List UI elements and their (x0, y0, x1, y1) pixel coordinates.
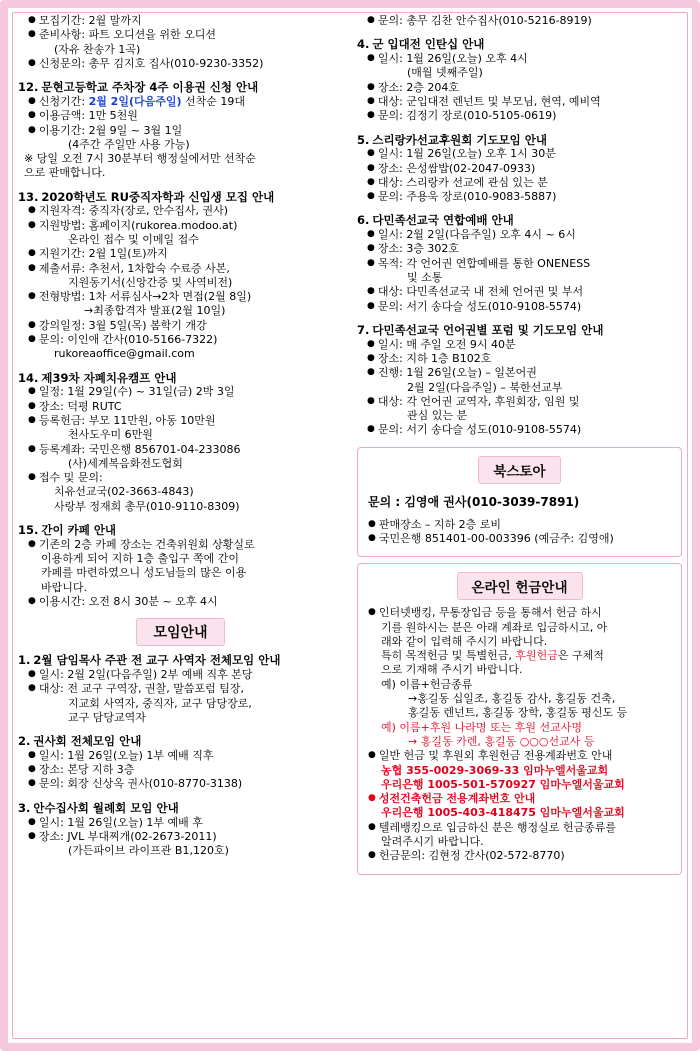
sub-line: 특히 목적헌금 및 특별헌금, 후원헌금은 구체적 (381, 649, 604, 663)
line-text: 이용기간: 2월 9일 ~ 3월 1일 (38, 123, 183, 137)
line-text: 등록계좌: 국민은행 856701-04-233086 (38, 442, 241, 456)
notice-title (18, 371, 343, 386)
sub-line: 바랍니다. (41, 580, 88, 594)
line-text: 일반 헌금 및 후원외 후원헌금 전용계좌번호 안내 (378, 749, 613, 763)
sub-line: →최종합격자 발표(2월 10일) (84, 304, 226, 318)
notice-section (18, 523, 343, 609)
line-text: 헌금문의: 김현정 간사(02-572-8770) (378, 849, 565, 863)
notice-body (18, 816, 343, 859)
bullet-icon: ● (28, 110, 36, 121)
notice-number: 14. (18, 370, 39, 385)
line-text: 일시: 1월 26일(오늘) 오후 1시 30분 (377, 147, 556, 161)
notice-section (357, 213, 682, 314)
line-text: 장소: 2층 204호 (377, 80, 460, 94)
bullet-icon: ● (367, 229, 375, 240)
line-text: 지원기간: 2월 1일(토)까지 (38, 247, 168, 261)
sub-line: 천사도우미 6만원 (68, 428, 153, 442)
line-text: 문의: 서기 송다슬 성도(010-9108-5574) (377, 423, 582, 437)
line-text: 이용시간: 오전 8시 30분 ~ 오후 4시 (38, 594, 218, 608)
sub-line: 예) 이름+헌금종류 (381, 677, 473, 691)
line-text: 장소: 덕평 RUTC (38, 399, 122, 413)
notice-section (18, 653, 343, 725)
line-text: 신청문의: 총무 김지호 집사(010-9230-3352) (38, 56, 264, 70)
bullet-icon: ● (367, 352, 375, 363)
notice-title-text: 2월 담임목사 주관 전 교구 사역자 전체모임 안내 (33, 653, 281, 668)
notice-title-text: 권사회 전체모임 안내 (33, 734, 142, 749)
bullet-icon: ● (28, 205, 36, 216)
sub-line: (자유 찬송가 1곡) (54, 42, 141, 56)
notice-body (18, 204, 343, 361)
notice-body (18, 95, 343, 152)
notice-number: 5. (357, 132, 370, 147)
bullet-line (367, 52, 682, 66)
line-text: 접수 및 문의: (38, 471, 103, 485)
notice-title-text: 2020학년도 RU중직자학과 신입생 모집 안내 (41, 189, 275, 204)
notice-title-text: 다민족선교국 연합예배 안내 (372, 213, 514, 228)
sub-line: 알려주시기 바랍니다. (381, 835, 484, 849)
left-column (18, 14, 343, 1037)
sub-line: 으로 기재해 주시기 바랍니다. (381, 663, 523, 677)
bullet-icon: ● (28, 291, 36, 302)
sub-line: 사랑부 정재희 총무(010-9110-8309) (54, 499, 240, 513)
bullet-line (28, 14, 343, 28)
sub-line: 우리은행 1005-501-570927 임마누엘서울교회 (381, 777, 625, 791)
notice-section (357, 37, 682, 123)
notice-number: 2. (18, 734, 31, 749)
line-text: 장소: 3층 302호 (377, 242, 460, 256)
bullet-line (368, 821, 671, 835)
line-text: 진행: 1월 26일(오늘) – 일본어권 (377, 366, 537, 380)
sub-line: 기를 원하시는 분은 아래 계좌로 입금하시고, 아 (381, 620, 608, 634)
bullet-icon: ● (367, 367, 375, 378)
bullet-icon: ● (28, 57, 36, 68)
bullet-icon: ● (367, 424, 375, 435)
bullet-line (28, 319, 343, 333)
sub-line: (4주간 주일만 사용 가능) (68, 137, 190, 151)
line-text: 문의: 김정기 장로(010-5105-0619) (377, 109, 557, 123)
bullet-icon: ● (28, 124, 36, 135)
sub-line: 관심 있는 분 (407, 409, 468, 423)
bullet-icon: ● (28, 334, 36, 345)
notice-title (357, 213, 682, 228)
bullet-icon: ● (367, 53, 375, 64)
bullet-icon: ● (368, 793, 376, 804)
notice-number: 12. (18, 80, 39, 95)
notice-title-text: 스리랑카선교후원회 기도모임 안내 (372, 132, 548, 147)
notice-title (357, 323, 682, 338)
sub-line: 이용하게 되어 지하 1층 출입구 쪽에 간이 (41, 552, 239, 566)
meeting-header-label: 모임안내 (136, 618, 224, 646)
notice-body (357, 147, 682, 204)
notice-body (18, 385, 343, 514)
bullet-icon: ● (28, 414, 36, 425)
online-offering-header-label: 온라인 헌금안내 (457, 572, 583, 600)
bullet-line (367, 423, 682, 437)
bullet-line (367, 395, 682, 409)
online-offering-card (357, 563, 682, 874)
line-text: 신청기간: 2월 2일(다음주일) 선착순 19대 (38, 94, 246, 108)
notice-section (18, 80, 343, 181)
line-text: 일시: 1월 26일(오늘) 1부 예배 직후 (38, 748, 214, 762)
notice-title-text: 간이 카페 안내 (41, 523, 117, 538)
meeting-section-header (18, 618, 343, 646)
line-text: 장소: 은성쌈밥(02-2047-0933) (377, 161, 536, 175)
line-text: 준비사항: 파트 오디션을 위한 오디션 (38, 28, 216, 42)
line-text: 대상: 스리랑카 선교에 관심 있는 분 (377, 175, 548, 189)
notice-section (18, 371, 343, 514)
bullet-icon: ● (28, 319, 36, 330)
bullet-icon: ● (367, 286, 375, 297)
bullet-line (368, 849, 671, 863)
notice-section (18, 190, 343, 362)
notice-number: 7. (357, 322, 370, 337)
line-text: 대상: 각 언어권 교역자, 후원회장, 임원 및 (377, 394, 580, 408)
bullet-line (368, 606, 671, 620)
bullet-line (28, 400, 343, 414)
line-text: 문의: 이인애 간사(010-5166-7322) (38, 333, 218, 347)
notice-footnote: ※ 당일 오전 7시 30분부터 행정실에서만 선착순 (24, 152, 256, 166)
bullet-line (28, 95, 343, 109)
sub-line: 및 소통 (407, 271, 443, 285)
sub-line: 지교회 사역자, 중직자, 교구 담당장로, (68, 696, 252, 710)
notice-body (18, 668, 343, 725)
notice-section (357, 323, 682, 438)
line-text: 판매장소 – 지하 2층 로비 (378, 517, 501, 531)
sub-line: (가든파이브 라이프관 B1,120호) (68, 844, 229, 858)
left-top-continued-items (18, 14, 343, 71)
bullet-line (367, 300, 682, 314)
bullet-icon: ● (28, 29, 36, 40)
sub-line: → 홍길동 카렌, 홍길동 ○○○선교사 등 (408, 734, 595, 748)
bullet-icon: ● (368, 607, 376, 618)
bullet-icon: ● (367, 148, 375, 159)
bullet-line (367, 109, 682, 123)
notice-title (18, 523, 343, 538)
sub-line: 교구 담당교역자 (68, 710, 146, 724)
bullet-icon: ● (28, 386, 36, 397)
line-text: 문의: 총무 김찬 안수집사(010-5216-8919) (377, 14, 592, 27)
bullet-icon: ● (28, 830, 36, 841)
notice-body (357, 52, 682, 123)
bullet-icon: ● (367, 300, 375, 311)
bookstore-header (368, 456, 671, 484)
bullet-line (367, 228, 682, 242)
notice-footnote: 으로 판매합니다. (24, 166, 106, 180)
bullet-icon: ● (367, 191, 375, 202)
line-text: 등록헌금: 부모 11만원, 아동 10만원 (38, 413, 216, 427)
bullet-line (367, 190, 682, 204)
bullet-line (368, 792, 671, 806)
line-text: 일시: 2월 2일(다음주일) 2부 예배 직후 본당 (38, 667, 253, 681)
bullet-icon: ● (28, 262, 36, 273)
bullet-line (28, 262, 343, 276)
notice-body (18, 749, 343, 792)
highlight-date: 2월 2일(다음주일) (88, 94, 182, 108)
notice-title-text: 문현고등학교 주차장 4주 이용권 신청 안내 (41, 80, 259, 95)
line-text: 일시: 1월 26일(오늘) 1부 예배 후 (38, 815, 203, 829)
notice-section (357, 133, 682, 205)
line-text: 문의: 회장 신상옥 권사(010-8770-3138) (38, 777, 243, 791)
bullet-line (367, 162, 682, 176)
bullet-icon: ● (28, 816, 36, 827)
line-text: 대상: 군입대전 렌넌트 및 부모님, 현역, 예비역 (377, 94, 601, 108)
bullet-icon: ● (368, 518, 376, 529)
sub-line: →홍길동 십일조, 홍길동 감사, 홍길동 건축, (408, 692, 616, 706)
sub-line: 농협 355-0029-3069-33 임마누엘서울교회 (381, 763, 609, 777)
bullet-line (367, 352, 682, 366)
sub-line: (매월 넷째주일) (407, 66, 483, 80)
line-text: 문의: 서기 송다슬 성도(010-9108-5574) (377, 299, 582, 313)
line-text: 국민은행 851401-00-003396 (예금주: 김영애) (378, 532, 614, 545)
bullet-icon: ● (368, 750, 376, 761)
online-offering-header (368, 572, 671, 600)
line-text: 목적: 각 언어권 연합예배를 통한 ONENESS (377, 256, 591, 270)
sub-line: 치유선교국(02-3663-4843) (54, 485, 194, 499)
bullet-icon: ● (28, 95, 36, 106)
bullet-line (28, 333, 343, 347)
bullet-icon: ● (367, 243, 375, 254)
bullet-icon: ● (367, 338, 375, 349)
bullet-line (367, 95, 682, 109)
line-text: 장소: JVL 부대찌개(02-2673-2011) (38, 829, 217, 843)
notice-number: 3. (18, 800, 31, 815)
bullet-line (28, 763, 343, 777)
notice-number: 4. (357, 37, 370, 52)
bullet-line (367, 14, 682, 28)
notice-title-text: 다민족선교국 언어권별 포럼 및 기도모임 안내 (372, 322, 604, 337)
bullet-line (28, 124, 343, 138)
line-text: 지원자격: 중직자(장로, 안수집사, 권사) (38, 204, 229, 218)
bookstore-card (357, 447, 682, 558)
bullet-line (367, 285, 682, 299)
highlight-term: 후원헌금 (515, 649, 558, 663)
line-text: 제출서류: 추천서, 1차합숙 수료증 사본, (38, 261, 230, 275)
bullet-line (367, 257, 682, 271)
notice-title (18, 734, 343, 749)
sub-line: 2월 2일(다음주일) – 북한선교부 (407, 380, 563, 394)
notice-title (357, 37, 682, 52)
line-text: 일시: 1월 26일(오늘) 오후 4시 (377, 52, 528, 66)
bullet-line (367, 176, 682, 190)
bookstore-header-label: 북스토아 (478, 456, 560, 484)
sub-line: 온라인 접수 및 이메일 접수 (68, 233, 199, 246)
line-text: 지원방법: 홈페이지(rukorea.modoo.at) (38, 218, 238, 232)
line-text: 이용금액: 1만 5천원 (38, 109, 138, 123)
line-text: 일시: 매 주일 오전 9시 40분 (377, 337, 516, 351)
sub-line: (사)세계복음화전도협회 (68, 456, 183, 470)
line-text: 일정: 1월 29일(수) ~ 31일(금) 2박 3일 (38, 385, 235, 399)
bulletin-page (18, 14, 682, 1037)
line-text: 대상: 전 교구 구역장, 권찰, 말씀포럼 팀장, (38, 682, 245, 696)
line-text: 인터넷뱅킹, 무통장입금 등을 통해서 헌금 하시 (378, 606, 602, 620)
notice-title-text: 제39차 자폐치유캠프 안내 (41, 370, 177, 385)
bullet-icon: ● (28, 749, 36, 760)
notice-section (18, 801, 343, 859)
notice-section (18, 734, 343, 792)
line-text: 전형방법: 1차 서류심사→2차 면접(2월 8일) (38, 290, 252, 304)
bullet-line (367, 366, 682, 380)
bullet-icon: ● (28, 219, 36, 230)
bullet-icon: ● (28, 443, 36, 454)
bullet-icon: ● (367, 162, 375, 173)
bullet-line (28, 385, 343, 399)
bullet-icon: ● (28, 595, 36, 606)
bullet-icon: ● (368, 850, 376, 861)
bullet-line (367, 147, 682, 161)
sub-line: 카페를 마련하였으니 성도님들의 많은 이용 (41, 566, 247, 580)
sub-line: 홍길동 렌넌트, 홍길동 장학, 홍길동 평신도 등 (408, 706, 628, 720)
bullet-icon: ● (367, 81, 375, 92)
line-text: 성전건축헌금 전용계좌번호 안내 (378, 792, 536, 806)
bullet-line (28, 830, 343, 844)
bullet-icon: ● (28, 778, 36, 789)
notice-body (18, 538, 343, 609)
sub-line: 예) 이름+후원 나라명 또는 후원 선교사명 (381, 720, 583, 734)
bullet-line (28, 777, 343, 791)
notice-number: 1. (18, 653, 31, 668)
sub-line: 래와 같이 입력해 주시기 바랍니다. (381, 634, 548, 648)
bullet-icon: ● (28, 668, 36, 679)
bullet-icon: ● (28, 538, 36, 549)
notice-number: 6. (357, 213, 370, 228)
bullet-line (28, 538, 343, 552)
notice-number: 13. (18, 189, 39, 204)
bullet-icon: ● (367, 395, 375, 406)
sub-line: 지원동기서(신앙간증 및 사역비전) (68, 275, 233, 289)
bullet-line (28, 109, 343, 123)
bullet-line (28, 443, 343, 457)
notice-title (18, 190, 343, 205)
notice-title (357, 133, 682, 148)
bullet-icon: ● (368, 533, 376, 543)
bullet-line (367, 242, 682, 256)
bullet-line (368, 518, 671, 532)
line-text: 문의: 주용욱 장로(010-9083-5887) (377, 190, 557, 204)
line-text: 텔레뱅킹으로 입금하신 분은 행정실로 헌금종류를 (378, 820, 616, 834)
bullet-line (28, 290, 343, 304)
sub-line: 우리은행 1005-403-418475 임마누엘서울교회 (381, 806, 625, 820)
notice-title (18, 653, 343, 668)
notice-title (18, 80, 343, 95)
line-text: 대상: 다민족선교국 내 전체 언어권 및 부서 (377, 285, 584, 299)
bullet-icon: ● (367, 257, 375, 268)
notice-title-text: 군 입대전 인탄십 안내 (372, 37, 485, 52)
bullet-line (28, 414, 343, 428)
bullet-line (368, 749, 671, 763)
bullet-icon: ● (367, 176, 375, 187)
bullet-line (28, 749, 343, 763)
bullet-line (28, 204, 343, 218)
bullet-line (28, 682, 343, 696)
bullet-line (367, 81, 682, 95)
bullet-icon: ● (367, 15, 375, 25)
bullet-line (28, 219, 343, 233)
bullet-icon: ● (28, 248, 36, 259)
bullet-line (28, 57, 343, 71)
bullet-icon: ● (28, 400, 36, 411)
line-text: 장소: 지하 1층 B102호 (377, 351, 492, 365)
bullet-icon: ● (28, 472, 36, 483)
bullet-icon: ● (28, 764, 36, 775)
bookstore-contact: 문의 : 김영애 권사(010-3039-7891) (368, 494, 580, 509)
bullet-icon: ● (367, 110, 375, 121)
right-top-continued-items (357, 14, 682, 28)
bullet-line (28, 668, 343, 682)
bullet-line (28, 28, 343, 42)
notice-body (357, 228, 682, 314)
line-text: 모집기간: 2월 말까지 (38, 14, 142, 27)
notice-title (18, 801, 343, 816)
bullet-line (28, 247, 343, 261)
bullet-icon: ● (28, 683, 36, 694)
bullet-icon: ● (368, 821, 376, 832)
bullet-icon: ● (367, 95, 375, 106)
line-text: 일시: 2월 2일(다음주일) 오후 4시 ~ 6시 (377, 228, 576, 242)
bullet-line (28, 471, 343, 485)
right-column (357, 14, 682, 1037)
notice-number: 15. (18, 523, 39, 538)
bullet-line (28, 816, 343, 830)
bullet-icon: ● (28, 15, 36, 25)
bullet-line (367, 338, 682, 352)
line-text: 장소: 본당 지하 3층 (38, 763, 135, 777)
line-text: 강의일정: 3월 5일(목) 봄학기 개강 (38, 318, 207, 332)
line-text: 기존의 2층 카페 장소는 건축위원회 상황실로 (38, 537, 255, 551)
bullet-line (368, 532, 671, 546)
notice-body (357, 338, 682, 438)
notice-title-text: 안수집사회 월례회 모임 안내 (33, 800, 179, 815)
sub-line: rukoreaoffice@gmail.com (54, 347, 195, 361)
bullet-line (28, 595, 343, 609)
